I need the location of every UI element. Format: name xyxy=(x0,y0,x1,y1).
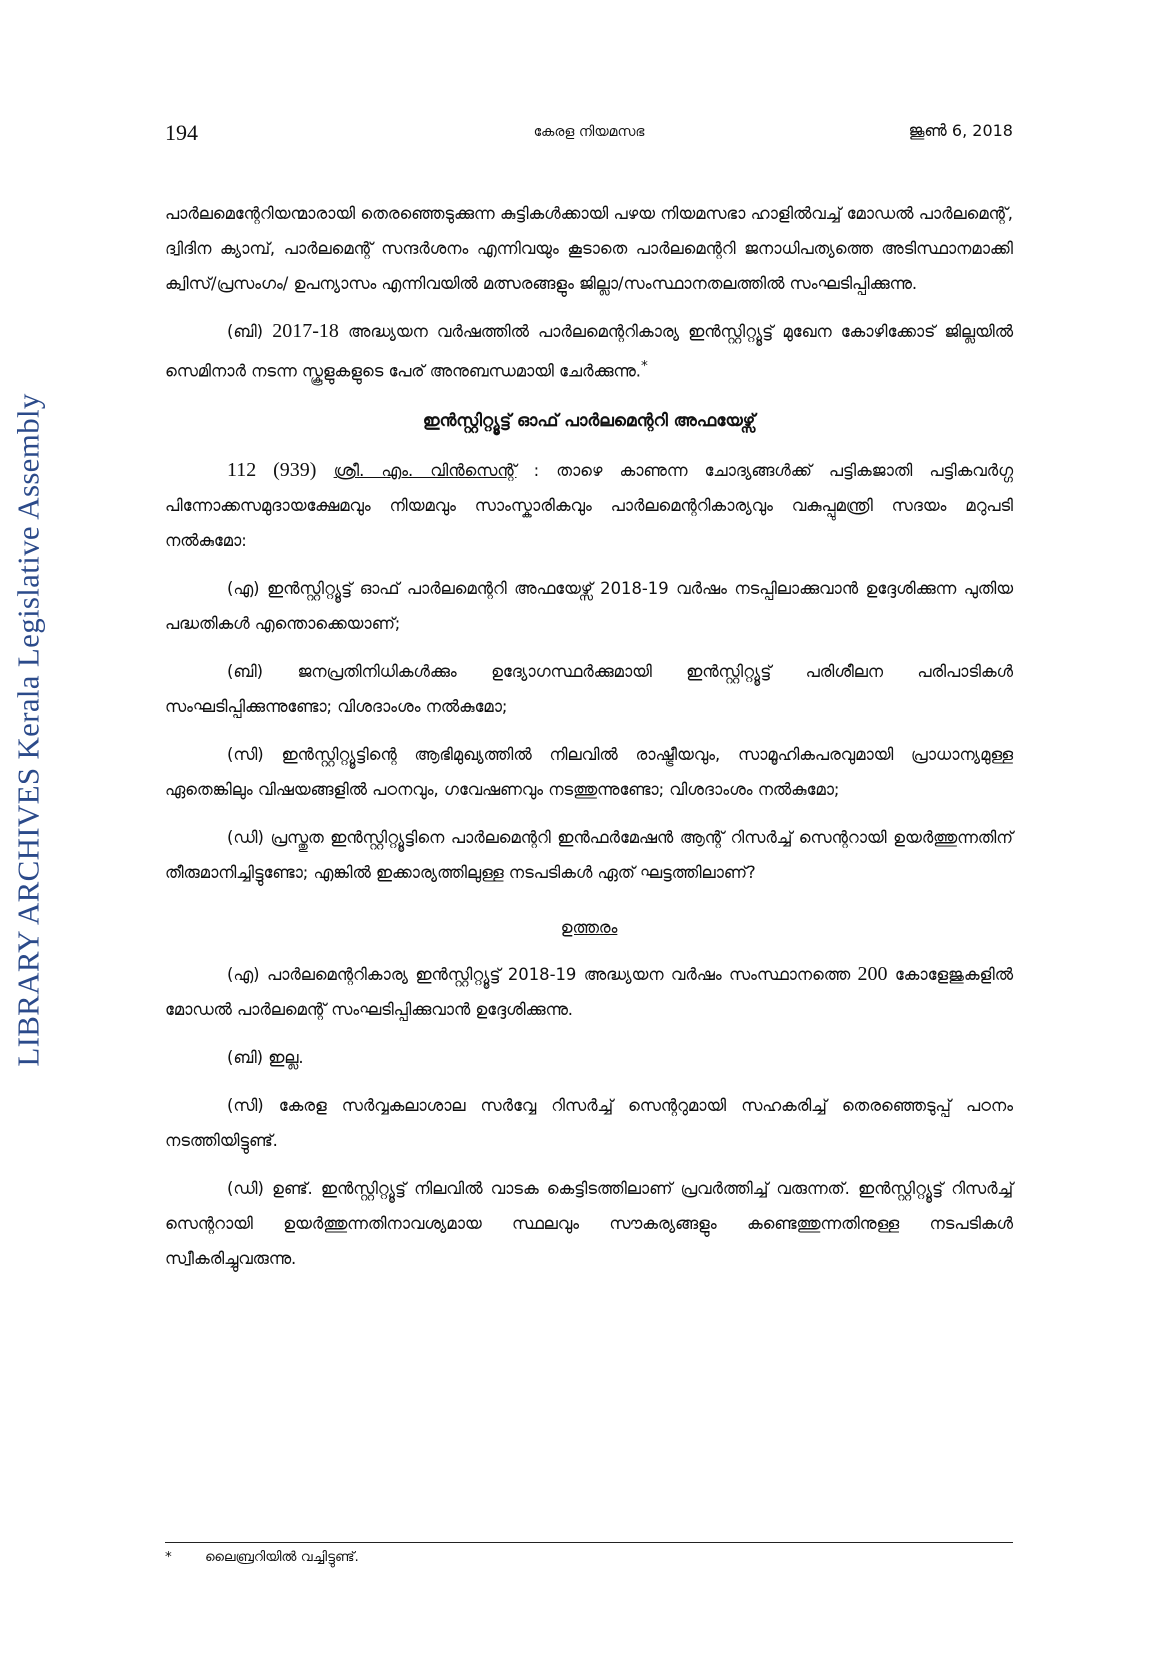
intro-b-label: (ബി) xyxy=(227,322,264,341)
question-item-c xyxy=(165,737,1013,807)
answer-heading: ഉത്തരം xyxy=(560,918,618,938)
question-text: : താഴെ കാണുന്ന ചോദ്യങ്ങൾക്ക് പട്ടികജാതി പട്ടികവർഗ്ഗ പിന്നോക്കസമുദായക്ഷേമവും നിയമവും സാംസ്കാരികവും പാർലമെന്ററികാര്യവും വകുപ്പുമന്ത്രി സദയം മറുപടി നൽകുമോ: xyxy=(165,461,1013,551)
question-item-d xyxy=(165,820,1013,890)
answer-item-b xyxy=(165,1040,1013,1075)
answer-b-label: (ബി) xyxy=(227,1048,264,1068)
question-item-label: (ബി) xyxy=(227,662,264,682)
question-item-label: (സി) xyxy=(227,745,264,765)
footnote-text: ലൈബ്രറിയിൽ വച്ചിട്ടുണ്ട്. xyxy=(205,1549,359,1565)
question-number: 112 (939) xyxy=(227,459,317,482)
page-number: 194 xyxy=(165,120,198,145)
question-item-text: ഇൻസ്റ്റിറ്റ്യൂട്ടിന്റെ ആഭിമുഖ്യത്തിൽ നിലവിൽ രാഷ്ട്രീയവും, സാമൂഹികപരവുമായി പ്രാധാന്യമുള്ള ഏതെങ്കിലും വിഷയങ്ങളിൽ പഠനവും, ഗവേഷണവും നടത്തുന്നുണ്ടോ; വിശദാംശം നൽകുമോ; xyxy=(165,745,1013,800)
intro-b-year: 2017-18 xyxy=(272,320,339,342)
header-date: ജൂൺ 6, 2018 xyxy=(908,121,1013,140)
intro-item-b xyxy=(165,314,1013,388)
page-content xyxy=(165,196,1013,1289)
question-intro xyxy=(165,453,1013,558)
answer-item-c xyxy=(165,1088,1013,1158)
intro-b-text: അദ്ധ്യയന വർഷത്തിൽ പാർലമെന്ററികാര്യ ഇൻസ്റ്റിറ്റ്യൂട്ട് മുഖേന കോഴിക്കോട് ജില്ലയിൽ സെമിനാർ നടന്ന സ്കൂളുകളുടെ പേര് അനുബന്ധമായി ചേർക്കുന്നു. xyxy=(165,322,1013,381)
running-title: കേരള നിയമസഭ xyxy=(533,124,645,140)
intro-b-footnote-mark: * xyxy=(640,358,648,374)
footnote-mark: * xyxy=(165,1549,172,1565)
answer-item-d xyxy=(165,1171,1013,1276)
intro-paragraph: പാർലമെന്റേറിയന്മാരായി തെരഞ്ഞെടുക്കുന്ന കുട്ടികൾക്കായി പഴയ നിയമസഭാ ഹാളിൽവച്ച് മോഡൽ പാർലമെന്റ്, ദ്വിദിന ക്യാമ്പ്, പാർലമെന്റ് സന്ദർശനം എന്നിവയും കൂടാതെ പാർലമെന്ററി ജനാധിപത്യത്തെ അടിസ്ഥാനമാക്കി ക്വിസ്/പ്രസംഗം/ ഉപന്യാസം എന്നിവയിൽ മത്സരങ്ങളും ജില്ലാ/സംസ്ഥാനതലത്തിൽ സംഘടിപ്പിക്കുന്നു. xyxy=(165,204,1013,293)
question-item-label: (എ) xyxy=(227,579,260,599)
archive-watermark xyxy=(8,240,50,1220)
question-item-text: ഇൻസ്റ്റിറ്റ്യൂട്ട് ഓഫ് പാർലമെന്ററി അഫയേഴ്സ് 2018-19 വർഷം നടപ്പിലാക്കുവാൻ ഉദ്ദേശിക്കുന്ന പുതിയ പദ്ധതികൾ എന്തൊക്കെയാണ്; xyxy=(165,579,1013,634)
question-item-a xyxy=(165,571,1013,641)
answer-d-label: (ഡി) xyxy=(227,1179,264,1199)
question-item-text: ജനപ്രതിനിധികൾക്കും ഉദ്യോഗസ്ഥർക്കുമായി ഇൻസ്റ്റിറ്റ്യൂട്ട് പരിശീലന പരിപാടികൾ സംഘടിപ്പിക്കുന്നുണ്ടോ; വിശദാംശം നൽകുമോ; xyxy=(165,662,1013,717)
question-item-text: പ്രസ്തുത ഇൻസ്റ്റിറ്റ്യൂട്ടിനെ പാർലമെന്ററി ഇൻഫർമേഷൻ ആന്റ് റിസർച്ച് സെന്ററായി ഉയർത്തുന്നതിന് തീരുമാനിച്ചിട്ടുണ്ടോ; എങ്കിൽ ഇക്കാര്യത്തിലുള്ള നടപടികൾ ഏത് ഘട്ടത്തിലാണ്? xyxy=(165,828,1013,883)
answer-a-number: 200 xyxy=(857,963,888,986)
page-header xyxy=(165,120,1013,150)
question-heading: ഇൻസ്റ്റിറ്റ്യൂട്ട് ഓഫ് പാർലമെന്ററി അഫയേഴ്സ് xyxy=(422,411,756,432)
answer-d-text: ഉണ്ട്. ഇൻസ്റ്റിറ്റ്യൂട്ട് നിലവിൽ വാടക കെട്ടിടത്തിലാണ് പ്രവർത്തിച്ച് വരുന്നത്. ഇൻസ്റ്റിറ്റ്യൂട്ട് റിസർച്ച് സെന്ററായി ഉയർത്തുന്നതിനാവശ്യമായ സ്ഥലവും സൗകര്യങ്ങളും കണ്ടെത്തുന്നതിനുള്ള നടപടികൾ സ്വീകരിച്ചുവരുന്നു. xyxy=(165,1179,1013,1269)
footnote xyxy=(165,1549,1013,1565)
question-item-label: (ഡി) xyxy=(227,828,264,848)
answer-a-label: (എ) xyxy=(227,965,260,985)
answer-a-text-2: കോളേജുകളിൽ മോഡൽ പാർലമെന്റ് സംഘടിപ്പിക്കുവാൻ ഉദ്ദേശിക്കുന്നു. xyxy=(165,965,1014,1020)
answer-c-text: കേരള സർവ്വകലാശാല സർവ്വേ റിസർച്ച് സെന്ററുമായി സഹകരിച്ച് തെരഞ്ഞെടുപ്പ് പഠനം നടത്തിയിട്ടുണ്ട്. xyxy=(165,1096,1013,1151)
answer-b-text: ഇല്ല. xyxy=(268,1048,304,1068)
question-item-b xyxy=(165,654,1013,724)
answer-c-label: (സി) xyxy=(227,1096,264,1116)
watermark-text: LIBRARY ARCHIVES Kerala Legislative Assembly xyxy=(11,393,47,1067)
answer-item-a xyxy=(165,957,1013,1027)
answer-a-text-1: പാർലമെന്ററികാര്യ ഇൻസ്റ്റിറ്റ്യൂട്ട് 2018-19 അദ്ധ്യയന വർഷം സംസ്ഥാനത്തെ xyxy=(266,965,851,985)
question-member: ശ്രീ. എം. വിൻസെന്റ് xyxy=(333,461,517,481)
footnote-divider xyxy=(165,1542,1013,1543)
